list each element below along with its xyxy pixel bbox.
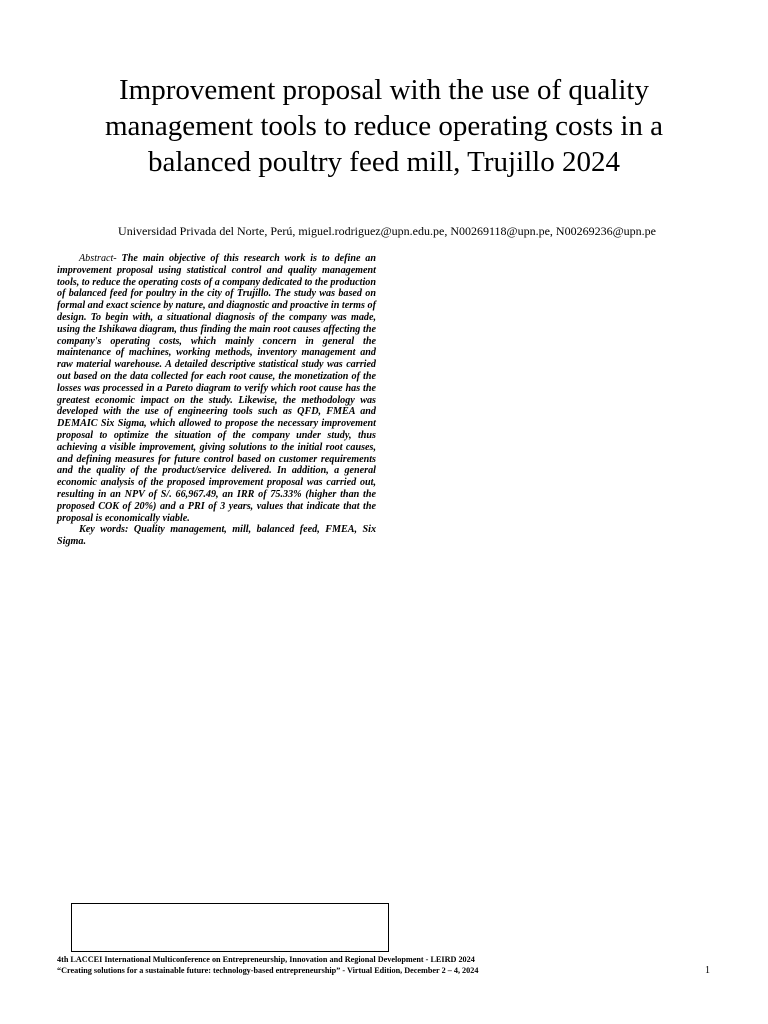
abstract-paragraph xyxy=(57,253,376,524)
footer-conference-line: 4th LACCEI International Multiconference on Entrepreneurship, Innovation and Regional Development - LEIRD 2024 xyxy=(57,955,475,964)
abstract-section xyxy=(57,253,376,548)
page-footer xyxy=(57,954,717,976)
title-line-2: management tools to reduce operating costs in a xyxy=(104,110,664,142)
title-line-3: balanced poultry feed mill, Trujillo 2024 xyxy=(147,146,620,178)
author-affiliations: Universidad Privada del Norte, Perú, miguel.rodriguez@upn.edu.pe, N00269118@upn.pe, N00269236@upn.pe xyxy=(118,224,656,238)
footer-edition-line: “Creating solutions for a sustainable future: technology-based entrepreneurship” - Virtual Edition, December 2 – 4, 2024 xyxy=(57,966,479,975)
abstract-label: Abstract- xyxy=(79,253,117,264)
abstract-text: The main objective of this research work is to define an improvement proposal using statistical control and quality management tools, to reduce the operating costs of a company dedicated to the production of balanced feed for poultry in the city of Trujillo. The study was based on formal and exact science by nature, and diagnostic and proactive in terms of design. To begin with, a situational diagnosis of the company was made, using the Ishikawa diagram, thus finding the main root causes affecting the company's operating costs, which mainly concern in general the maintenance of machines, working methods, inventory management and raw material warehouse. A detailed descriptive statistical study was carried out based on the data collected for each root cause, the monetization of the losses was processed in a Pareto diagram to verify which root cause has the greatest economic impact on the study. Likewise, the methodology was developed with the use of engineering tools such as QFD, FMEA and DEMAIC Six Sigma, which allowed to propose the necessary improvement proposal to optimize the situation of the company under study, thus achieving a visible improvement, giving solutions to the initial root causes, and defining measures for future control based on customer requirements and the quality of the product/service delivered. In addition, a general economic analysis of the proposed improvement proposal was carried out, resulting in an NPV of S/. 66,967.49, an IRR of 75.33% (higher than the proposed COK of 20%) and a PRI of 3 years, values that indicate that the proposal is economically viable. xyxy=(57,253,376,524)
title-line-1: Improvement proposal with the use of quality xyxy=(119,74,649,106)
keywords: Key words: Quality management, mill, balanced feed, FMEA, Six Sigma. xyxy=(57,524,376,548)
empty-frame-box xyxy=(71,903,389,952)
paper-title xyxy=(60,72,708,180)
page-number: 1 xyxy=(705,965,710,976)
